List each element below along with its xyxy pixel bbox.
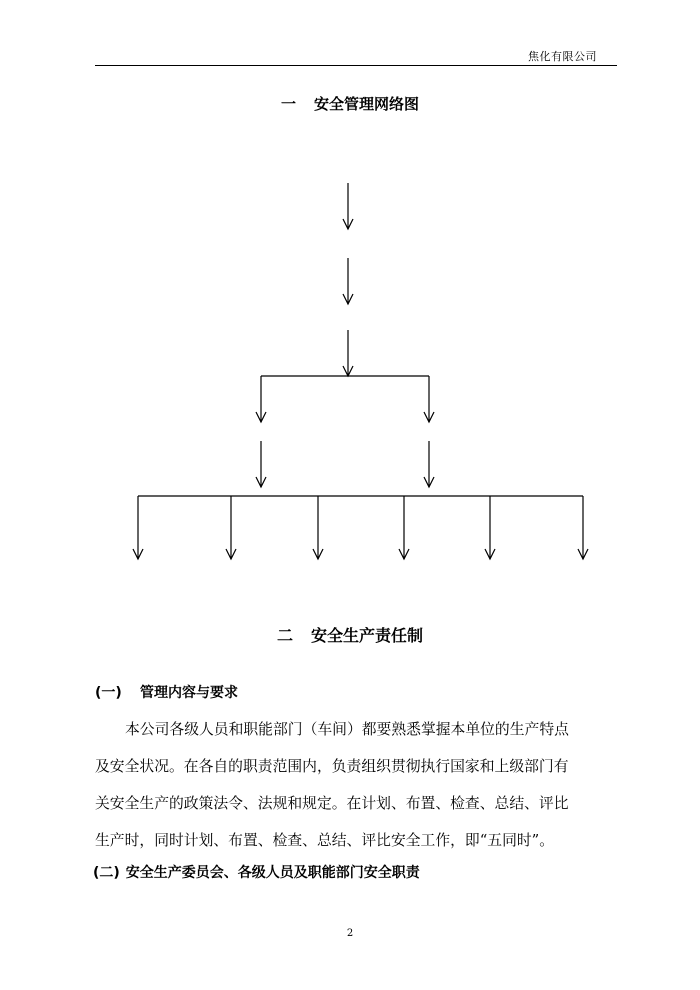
paragraph-line: 及安全状况。在各自的职责范围内，负责组织贯彻执行国家和上级部门有 xyxy=(95,758,569,775)
subheading-1-number: (一) xyxy=(95,685,122,701)
header-company: 焦化有限公司 xyxy=(528,50,597,63)
section1-number: 一 xyxy=(280,95,296,113)
subheading-1 xyxy=(95,682,238,702)
section1-text: 安全管理网络图 xyxy=(314,95,420,113)
paragraph-line: 本公司各级人员和职能部门（车间）都要熟悉掌握本单位的生产特点 xyxy=(125,721,569,738)
network-lines xyxy=(133,183,588,559)
section2-text: 安全生产责任制 xyxy=(311,626,424,645)
paragraph-line: 关安全生产的政策法令、法规和规定。在计划、布置、检查、总结、评比 xyxy=(95,795,569,812)
subheading-2-text: 安全生产委员会、各级人员及职能部门安全职责 xyxy=(125,865,420,881)
page-number: 2 xyxy=(346,928,354,939)
paragraph-line: 生产时，同时计划、布置、检查、总结、评比安全工作，即“五同时”。 xyxy=(95,832,555,849)
body-paragraph xyxy=(95,711,635,859)
section2-number: 二 xyxy=(276,626,293,645)
subheading-1-text: 管理内容与要求 xyxy=(140,685,238,701)
section2-title xyxy=(0,623,700,646)
subheading-2-number: (二) xyxy=(93,865,120,881)
subheading-2 xyxy=(93,862,420,882)
